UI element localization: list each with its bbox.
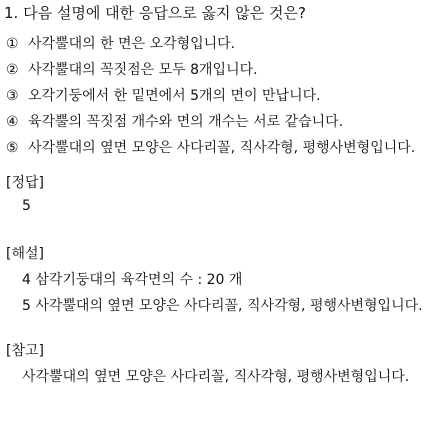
question-title <box>4 2 306 23</box>
tip-text: 사각뿔대의 옆면 모양은 사다리꼴, 직사각형, 평행사변형입니다. <box>22 369 410 385</box>
choice-number: ① <box>6 36 19 52</box>
choice-number: ⑤ <box>6 140 19 156</box>
choice-3 <box>6 85 321 105</box>
tip-header: [참고] <box>6 343 44 359</box>
choice-number: ② <box>6 62 19 78</box>
answer-header: [정답] <box>6 175 44 191</box>
choice-text: 사각뿔대의 꼭짓점은 모두 8개입니다. <box>28 62 258 78</box>
question-number: 1. <box>4 4 19 22</box>
solution-line-2: 5 사각뿔대의 옆면 모양은 사다리꼴, 직사각형, 평행사변형입니다. <box>22 298 423 314</box>
solution-line-1: 4 삼각기둥대의 육각면의 수 : 20 개 <box>22 272 243 288</box>
choice-text: 사각뿔대의 옆면 모양은 사다리꼴, 직사각형, 평행사변형입니다. <box>28 140 416 156</box>
choice-number: ③ <box>6 88 19 104</box>
choice-1 <box>6 33 235 53</box>
choice-2 <box>6 59 258 79</box>
choice-4 <box>6 111 343 131</box>
answer-value: 5 <box>22 198 31 214</box>
choice-text: 육각뿔의 꼭짓점 개수와 면의 개수는 서로 같습니다. <box>28 114 344 130</box>
choice-5 <box>6 137 415 157</box>
solution-header: [해설] <box>6 246 44 262</box>
choice-number: ④ <box>6 114 19 130</box>
question-text: 다음 설명에 대한 응답으로 옳지 않은 것은? <box>23 4 306 22</box>
choice-text: 오각기둥에서 한 밑면에서 5개의 면이 만납니다. <box>28 88 321 104</box>
choice-text: 사각뿔대의 한 면은 오각형입니다. <box>28 36 236 52</box>
